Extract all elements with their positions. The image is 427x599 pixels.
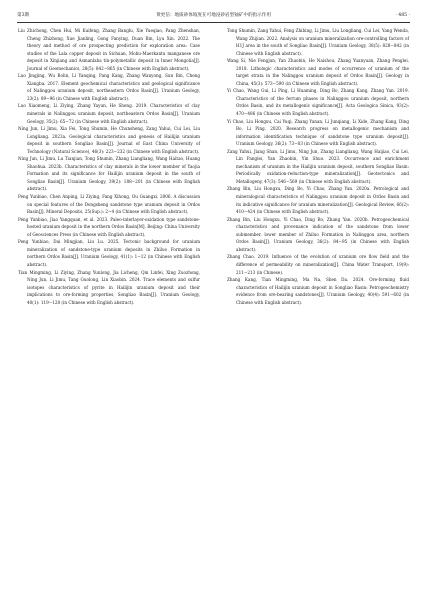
reference-entry: Tian Mingming, Li Ziying, Zhang Yunlong, Jia Licheng, Qin Linfei, Xing Zuozhong, Ning Jun, Li Jimu, Tang Guolong, Lin Xiaobin. 2024. Trace elements and sulfur isotopes characteristics of pyrite in Hailijin uranium deposit and their implications to ore-forming properties, Songliao Basin[J]. Uranium Geology, 40(1): 119−128 (in Chinese with English abstract). (18, 269, 200, 305)
reference-entry: Zhang Bin, Liu Hongxu, Yi Chao, Ding Bo, Zhang Yan. 2020b. Petrogeochemical characteristics and provenance indication of the sandstone from lower submember, lower member of Zhiluo Formation in Nalinggou area, northern Ordos Basin[J]. Uranium Geology, 36(2): 84−95 (in Chinese with English abstract). (227, 216, 409, 252)
reference-entry: Zang Yahui, Jiang Shan, Li Jimu, Ning Jun, Zhang Liangliang, Wang Haijiao, Cui Lei, Lin Panglei, Yan Zhaobin, Yin Shuo. 2023. Occurrence and enrichment mechanism of uranium in the Hailijin uranium deposit, southern Songliao Basin: Periodically oxidation-reduction-type mineralization[J]. Geotectonics and Metallogeny, 47(3): 546−569 (in Chinese with English abstract). (227, 148, 409, 184)
reference-entry: Zhang Kang, Tian Mingming, Ma Na, Shen Da. 2024. Ore-forming fluid characteristics of Hailijin uranium deposit in Songliao Basin: Petrogeochemistry evidence from ore-bearing sandstones[J]. Uranium Geology, 40(4): 591−602 (in Chinese with English abstract). (227, 277, 409, 305)
reference-entry: Liu Zhichong, Chen Hui, Mi Kuifeng, Zhang Banglu, Xie Yueqiao, Pang Zhenshan, Cheng Zhizhong, Xue Jianling, Gong Fanying, Duan Bin, Lyu Xin. 2022. The theory and method of ore prospecting prediction for exploration area: Case studies of the Lala copper deposit in Sichuan, Mohu-Maerkantu manganese ore deposit in Xinjiang and Asmanlaba tin-polymetallic deposit in Inner Mongolia[J]. Journal of Geomechanics, 28(5): 842−865 (in Chinese with English abstract). (18, 28, 200, 71)
issue-number: 第3期 (17, 13, 30, 18)
references-left-column (18, 27, 200, 306)
running-title: 黄更信：地质砂体坡度在可地浸砂岩型铀矿中的指示作用 (156, 13, 271, 18)
reference-entry: Ning Jun, Li Jimu, Xia Fei, Tong Shumin, He Chunsheng, Zang Yahui, Cui Lei, Liu Longliang. 2023a. Geological characteristics and genesis of Hailijin uranium deposit in southern Songliao Basin[J]. Journal of East China University of Technology (Natural Science), 46(3): 223−232 (in Chinese with English abstract). (18, 126, 200, 154)
reference-entry: Peng Yunbiao, Dai Mingjian, Liu Lu. 2025. Tectonic background for uranium mineralization of sandstone-type uranium deposits in Zhiluo Formation in northern Ordos Basin[J]. Uranium Geology, 41(1): 1−12 (in Chinese with English abstract). (18, 239, 200, 267)
reference-entry: Yi Chao, Wang Gui, Li Ping, Li Huaming, Ding Bo, Zhang Kang, Zhang Yan. 2019. Characteristics of the ferrum phases in Nalinggou uranium deposit, northern Ordos Basin, and its metallogenic significance[J]. Acta Geologica Sinica, 93(2): 470−486 (in Chinese with English abstract). (227, 88, 409, 117)
running-header (17, 10, 410, 22)
reference-entry: Zhang Bin, Liu Hongxu, Ding Bo, Yi Chao, Zhang Yan. 2020a. Petrological and mineralogical characteristics of Nalinggou uranium deposit in Ordos Basin and its indicative significance for uranium mineralization[J]. Geological Review, 66(2): 410−424 (in Chinese with English abstract). (227, 186, 409, 215)
reference-entry: Peng Yunbiao, Jiao Yangquan, et al. 2023. Paleo-interlayer-oxidation type sandstone-hosted uranium deposit in the northern Ordos Basin[M]. Beijing: China University of Geosciences Press (in Chinese with English abstract). (18, 216, 200, 237)
reference-entry: Zhang Chao. 2019. Influence of the evolution of uranium ore flow field and the difference of permeability on mineralization[J]. China Water Transport, 19(9): 211−213 (in Chinese). (227, 254, 409, 275)
references-right-column (227, 27, 409, 306)
header-rule (17, 22, 410, 23)
reference-entry: Ning Jun, Li Jimu, Lu Tianjian, Tong Shumin, Zhang Liangliang, Wang Haitao, Huang Shaohua. 2023b. Characteristics of clay minerals in the lower member of Yaojia Formation and its significance for Hailijin uranium deposit in the south of Songliao Basin[J]. Uranium Geology, 39(2): 188−201 (in Chinese with English abstract). (18, 156, 200, 192)
page-number: · 485 · (395, 13, 410, 18)
reference-entry: Yi Chao, Liu Hongxu, Cai Yuqi, Zhang Yanan, Li Junqiang, Li Xide, Zhang Kang, Ding Bo, Li Ping. 2020. Research progress on metallogenic mechanism and information identification technique of sandstone type uranium deposit[J]. Uranium Geology, 36(2): 73−83 (in Chinese with English abstract). (227, 118, 409, 147)
reference-entry: Wang Si, Nie Fengjun, Yan Zhaobin, He Naishou, Zhang Yuanyuan, Zhang Penglei. 2018. Lithologic characteristics and modes of occurrence of uranium of the target strata in the Nalinggou uranium deposit of Ordos Basin[J]. Geology in China, 45(3): 573−590 (in Chinese with English abstract). (227, 58, 409, 86)
reference-entry: Luo Jingjing, Wu Bolin, Li Yanqing, Pang Kang, Zhang Wanyong, Sun Bin, Cheng Xiangba. 2017. Element geochemical characteristics and geological significance of Nalinggou uranium deposit, northeastern Ordos Basin[J]. Uranium Geology, 23(2): 89−96 (in Chinese with English abstract). (18, 73, 200, 101)
reference-entry: Tong Shumin, Zang Yahui, Feng Zhibing, Li Jimu, Liu Longliang, Cui Lei, Yang Wenda, Wang Zhijian. 2022. Analysis on uranium mineralization ore-controlling factors of H1J area in the south of Songliao Basin[J]. Uranium Geology, 38(5): 828−842 (in Chinese with English abstract). (227, 28, 409, 56)
reference-entry: Luo Xiaomeng, Li Ziying, Zhang Yayun, He Sheng. 2019. Characteristics of clay minerals in Nalinggou uranium deposit, northeastern Ordos Basin[J]. Uranium Geology, 35(2): 65−72 (in Chinese with English abstract). (18, 103, 200, 124)
reference-entry: Peng Yunbiao, Chen Anping, Li Ziying, Fang Xihong, Ou Guangxi. 2006. A discussion on special features of the Dongsheng sandstone type uranium deposit in Ordos Basin[J]. Mineral Deposits, 25(Sup.): 2−4 (in Chinese with English abstract). (18, 194, 200, 215)
